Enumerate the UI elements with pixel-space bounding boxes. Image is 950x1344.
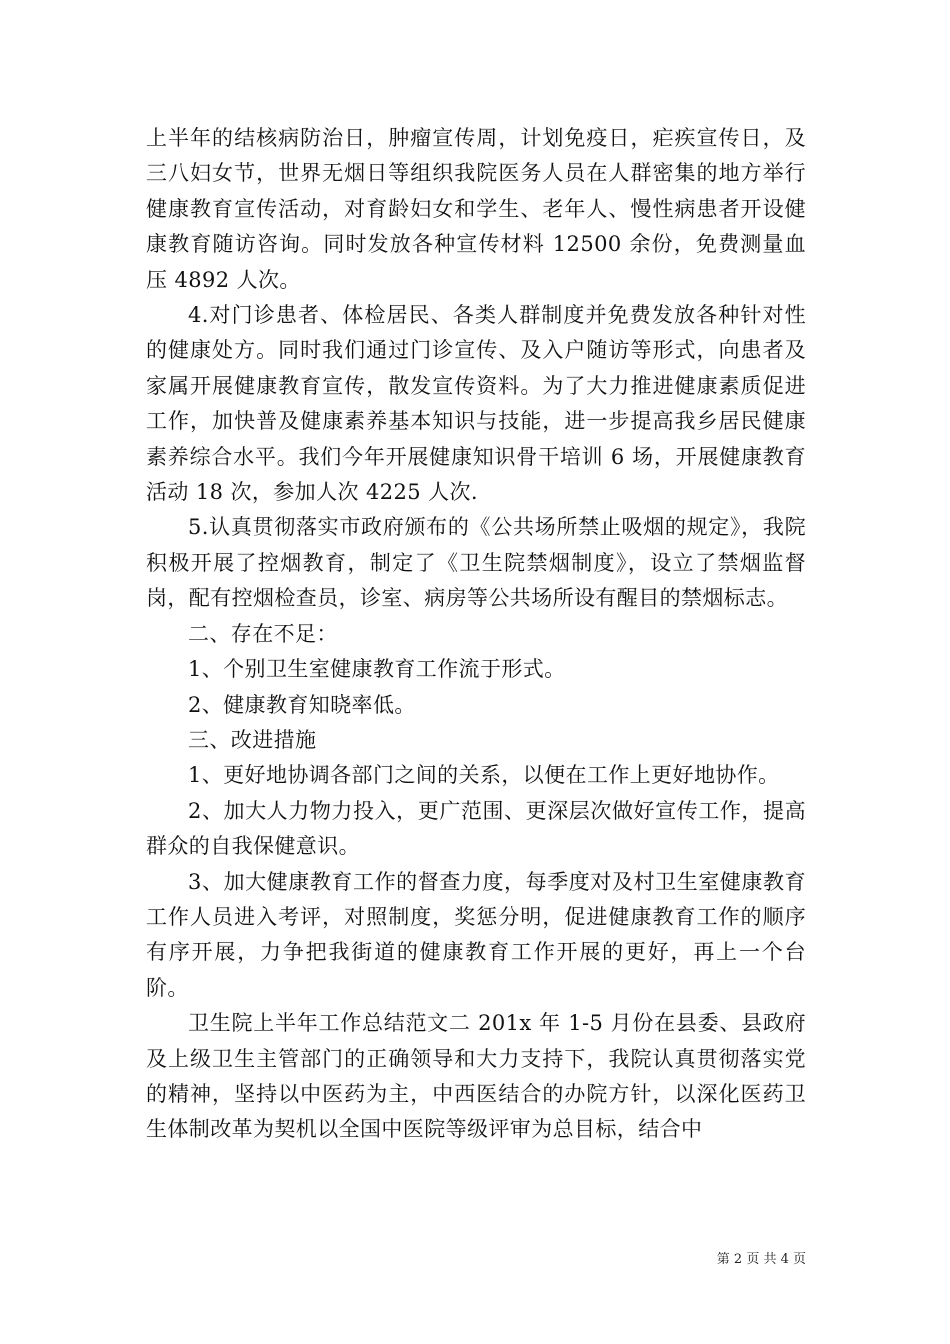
document-body — [146, 121, 806, 1148]
paragraph-improvement-1: 1、更好地协调各部门之间的关系，以便在工作上更好地协作。 — [188, 763, 780, 788]
paragraph-item-4: 4.对门诊患者、体检居民、各类人群制度并免费发放各种针对性的健康处方。同时我们通过门诊宣传、及入户随访等形式，向患者及家属开展健康教育宣传，散发宣传资料。为了大力推进健康素质促进工作，加快普及健康素养基本知识与技能，进一步提高我乡居民健康素养综合水平。我们今年开展健康知识骨干培训 6 场，开展健康教育活动 18 次，参加人次 4225 人次. — [146, 303, 806, 505]
paragraph-screening-activities: 上半年的结核病防治日，肿瘤宣传周，计划免疫日，疟疾宣传日，及三八妇女节，世界无烟日等组织我院医务人员在人群密集的地方举行健康教育宣传活动，对育龄妇女和学生、老年人、慢性病患者开设健康教育随访咨询。同时发放各种宣传材料 12500 余份，免费测量血压 4892 人次。 — [146, 126, 806, 292]
paragraph-item-5: 5.认真贯彻落实市政府颁布的《公共场所禁止吸烟的规定》，我院积极开展了控烟教育，制定了《卫生院禁烟制度》，设立了禁烟监督岗，配有控烟检查员，诊室、病房等公共场所设有醒目的禁烟标志。 — [146, 515, 806, 611]
paragraph-shortcoming-1: 1、个别卫生室健康教育工作流于形式。 — [188, 657, 566, 682]
section-heading-improvements: 三、改进措施 — [188, 727, 317, 752]
section-heading-shortcomings: 二、存在不足： — [188, 621, 338, 646]
page-number-footer: 第 2 页 共 4 页 — [716, 1252, 806, 1267]
paragraph-improvement-3: 3、加大健康教育工作的督查力度，每季度对及村卫生室健康教育工作人员进入考评，对照制度，奖惩分明，促进健康教育工作的顺序有序开展，力争把我街道的健康教育工作开展的更好，再上一个台阶。 — [146, 869, 806, 1000]
paragraph-shortcoming-2: 2、健康教育知晓率低。 — [188, 692, 416, 717]
paragraph-improvement-2: 2、加大人力物力投入，更广范围、更深层次做好宣传工作，提高群众的自我保健意识。 — [146, 798, 806, 859]
paragraph-summary-two: 卫生院上半年工作总结范文二 201x 年 1-5 月份在县委、县政府及上级卫生主管部门的正确领导和大力支持下，我院认真贯彻落实党的精神，坚持以中医药为主，中西医结合的办院方针，以深化医药卫生体制改革为契机以全国中医院等级评审为总目标，结合中 — [146, 1011, 806, 1142]
